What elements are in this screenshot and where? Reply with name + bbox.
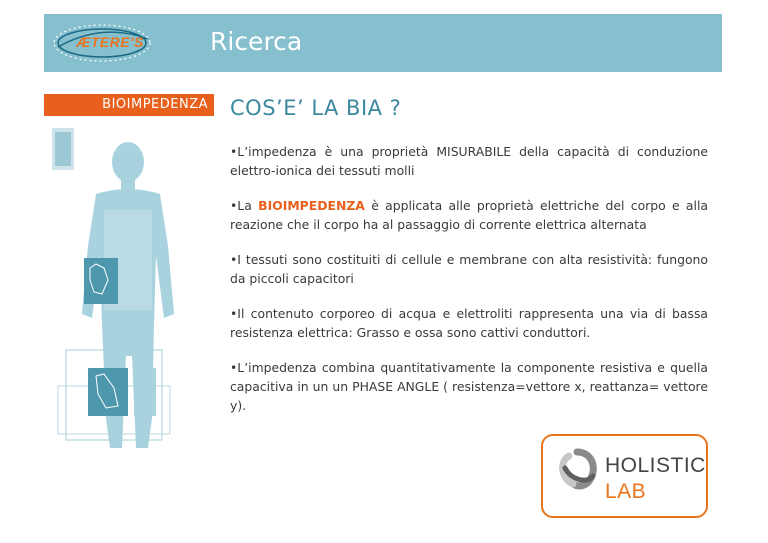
bullet-2 xyxy=(230,196,708,234)
bullet-2-prefix: •La xyxy=(230,198,259,213)
bullet-1: •L’impedenza è una proprietà MISURABILE della capacità di conduzione elettro-ionica dei tessuti molli xyxy=(230,144,708,178)
bullet-4: •Il contenuto corporeo di acqua e elettroliti rappresenta una via di bassa resistenza elettrica: Grasso e ossa sono cattivi conduttori. xyxy=(230,306,708,340)
holistic-line2: LAB xyxy=(605,480,647,503)
bullet-3: •I tessuti sono costituiti di cellule e membrane con alta resistività: fungono da piccoli capacitori xyxy=(230,252,708,286)
section-tag: BIOIMPEDENZA xyxy=(44,94,214,116)
holistic-lab-logo xyxy=(541,434,708,518)
bullet-2-highlight: BIOIMPEDENZA xyxy=(258,198,365,213)
holistic-line1: HOLISTIC xyxy=(605,454,706,477)
content-title: COS’E’ LA BIA ? xyxy=(230,96,402,120)
bullet-2-text: è applicata alle proprietà elettriche del corpo e alla reazione che il corpo ha al passaggio di corrente elettrica alternata xyxy=(230,198,708,232)
bullet-list xyxy=(230,142,708,431)
holistic-ring-icon xyxy=(553,446,601,506)
logo-text: ÆTERE'S xyxy=(76,34,144,50)
bullet-5: •L’impedenza combina quantitativamente la componente resistiva e quella capacitiva in un un PHASE ANGLE ( resistenza=vettore x, reattanza= vettore y). xyxy=(230,360,708,413)
page-title: Ricerca xyxy=(210,27,303,56)
aeteres-logo xyxy=(44,14,164,72)
human-body-figure xyxy=(44,118,224,538)
